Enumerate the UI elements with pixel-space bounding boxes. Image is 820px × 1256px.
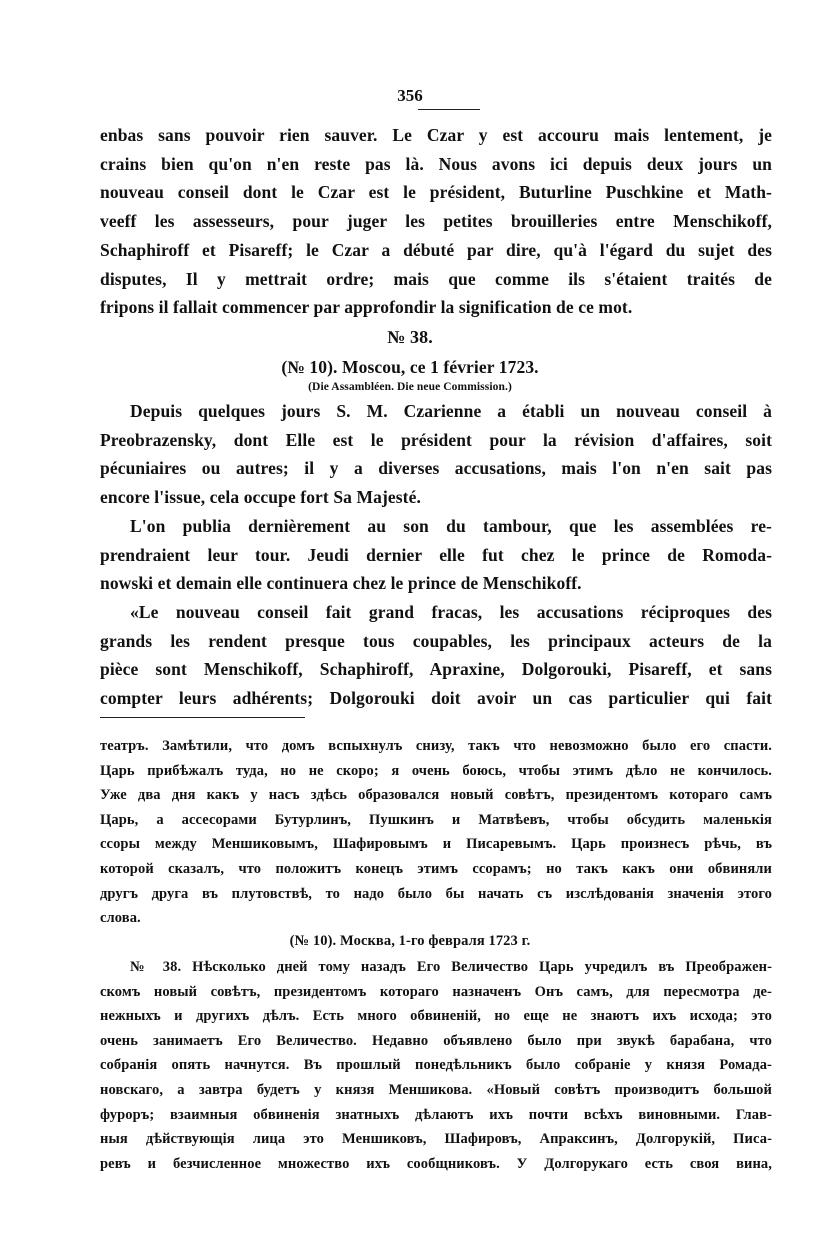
document-number: № 38. [387, 327, 433, 347]
footnote-line: ревъ и безчисленное множество ихъ сообщниковъ. У Долгорукаго есть своя вина, [100, 1155, 772, 1172]
text-line: L'on publia dernièrement au son du tambour, que les assemblées re- [130, 515, 772, 536]
text-line: Schaphiroff et Pisareff; le Czar a débuté par dire, qu'à l'égard du sujet des [100, 239, 772, 260]
footnote-line: Царь прибѣжалъ туда, но не скоро; я очень боюсь, чтобы этимъ дѣло не кончилось. [100, 762, 772, 779]
text-line: grands les rendent presque tous coupables, les principaux acteurs de la [100, 630, 772, 651]
text-line: encore l'issue, cela occupe fort Sa Majesté. [100, 487, 421, 508]
text-line: nowski et demain elle continuera chez le prince de Menschikoff. [100, 573, 582, 594]
text-line: crains bien qu'on n'en reste pas là. Nous avons ici depuis deux jours un [100, 153, 772, 174]
footnote-line: другъ друга въ плутовствѣ, то надо было бы начать съ изслѣдованія значенія этого [100, 885, 772, 902]
footnote-line: ныя дѣйствующія лица это Меншиковъ, Шафировъ, Апраксинъ, Долгорукій, Писа- [100, 1131, 772, 1148]
page-number-rule [418, 109, 480, 110]
text-line: fripons il fallait commencer par approfondir la signification de ce mot. [100, 297, 633, 318]
text-line: Depuis quelques jours S. M. Czarienne a établi un nouveau conseil à [130, 401, 772, 421]
footnote-dateline: (№ 10). Москва, 1-го февраля 1723 г. [289, 933, 531, 949]
footnote-line: Царь, а ассесорами Бутурлинъ, Пушкинъ и Матвѣевъ, чтобы обсудить маленькія [100, 811, 772, 828]
footnote-line: № 38. Нѣсколько дней тому назадъ Его Величество Царь учредилъ въ Преображен- [130, 959, 772, 975]
dateline: (№ 10). Moscou, ce 1 février 1723. [281, 357, 539, 377]
footnote-line: новскаго, а завтра будетъ у князя Меншикова. «Новый совѣтъ производитъ большой [100, 1082, 772, 1098]
footnote-line: ссоры между Меншиковымъ, Шафировымъ и Писаревымъ. Царь произнесъ рѣчь, въ [100, 836, 772, 853]
footnote-line: очень занимаетъ Его Величество. Недавно объявлено было при звукѣ барабана, что [100, 1032, 772, 1049]
footnote-line: собранія опять начнутся. Въ прошлый понедѣльникъ было собраніе у князя Ромада- [100, 1057, 772, 1074]
footnote-line: фуроръ; взаимныя обвиненія знатныхъ дѣлаютъ ихъ почти всѣхъ виновными. Глав- [100, 1106, 772, 1123]
text-line: veeff les assesseurs, pour juger les petites brouilleries entre Menschikoff, [100, 211, 772, 232]
text-line: disputes, Il y mettrait ordre; mais que comme ils s'étaient traités de [100, 268, 772, 289]
text-line: pécuniaires ou autres; il y a diverses accusations, mais l'on n'en sait pas [100, 458, 772, 479]
text-line: Preobrazensky, dont Elle est le président pour la révision d'affaires, soit [100, 429, 772, 450]
footnote-line: театръ. Замѣтили, что домъ вспыхнулъ снизу, такъ что невозможно было его спасти. [100, 738, 772, 754]
footnote-line: Уже два дня какъ у насъ здѣсь образовался новый совѣтъ, президентомъ котораго самъ [100, 787, 772, 804]
text-line: pièce sont Menschikoff, Schaphiroff, Apraxine, Dolgorouki, Pisareff, et sans [100, 659, 772, 680]
text-line: enbas sans pouvoir rien sauver. Le Czar y est accouru mais lentement, je [100, 125, 772, 145]
page-number: 356 [397, 86, 423, 105]
text-line: nouveau conseil dont le Czar est le président, Buturline Puschkine et Math- [100, 182, 772, 203]
text-line: «Le nouveau conseil fait grand fracas, les accusations réciproques des [130, 601, 772, 622]
footnote-line: слова. [100, 910, 141, 927]
text-line: prendraient leur tour. Jeudi dernier elle fut chez le prince de Romoda- [100, 544, 772, 565]
footnote-line: которой сказалъ, что положитъ конецъ этимъ ссорамъ; но такъ какъ они обвиняли [100, 861, 772, 877]
footnote-line: нежныхъ и другихъ дѣлъ. Есть много обвиненій, но еще не знаютъ ихъ исхода; это [100, 1008, 772, 1025]
text-line: compter leurs adhérents; Dolgorouki doit avoir un cas particulier qui fait [100, 688, 772, 708]
document-subtitle: (Die Assambléen. Die neue Commission.) [308, 381, 512, 393]
footnote-rule [100, 717, 305, 718]
footnote-line: скомъ новый совѣтъ, президентомъ котораго назначенъ Онъ самъ, для пересмотра де- [100, 983, 772, 1000]
